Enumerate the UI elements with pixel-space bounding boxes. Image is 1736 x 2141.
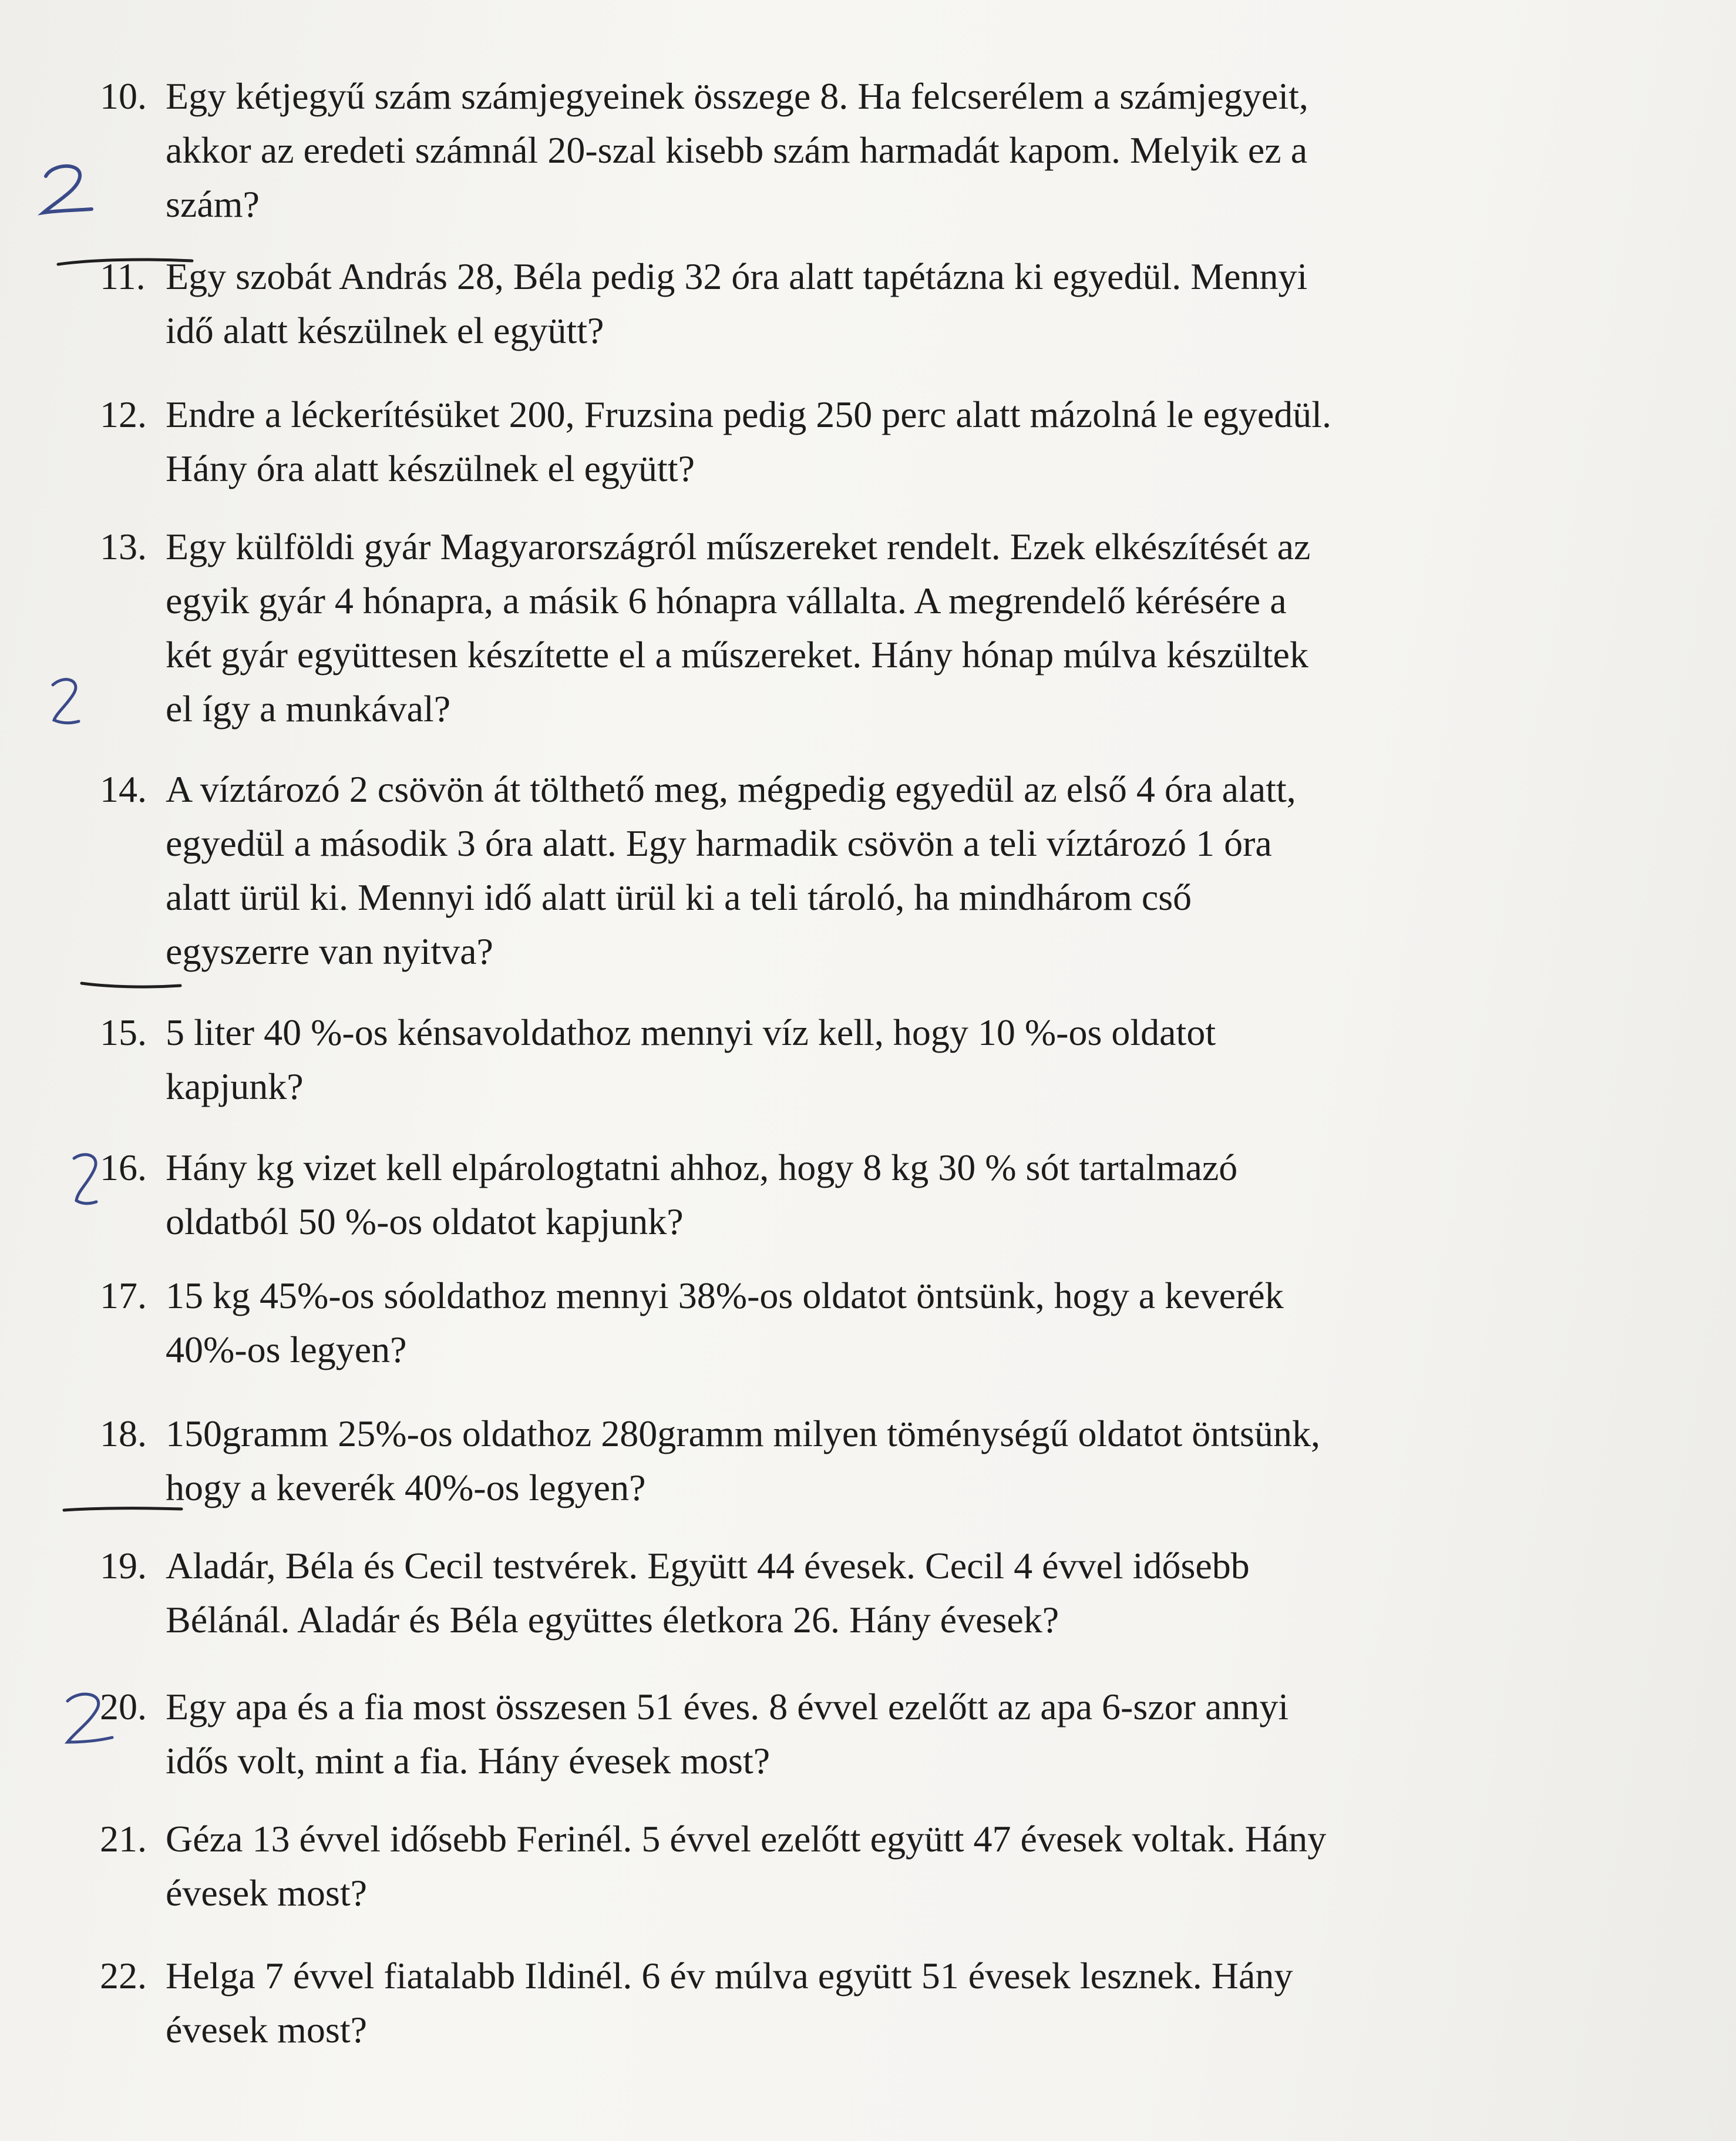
problem-text xyxy=(166,1949,1669,2057)
problem-text xyxy=(166,1539,1669,1647)
problem-number: 21. xyxy=(100,1818,147,1860)
problem-number: 22. xyxy=(100,1955,147,1997)
problem-text xyxy=(166,1407,1669,1515)
problem-line: két gyár együttesen készítette el a műszereket. Hány hónap múlva készültek xyxy=(166,634,1308,675)
problem-line: 40%-os legyen? xyxy=(166,1329,407,1370)
handwritten-divider-line xyxy=(79,976,185,994)
problem-number: 10. xyxy=(100,75,147,117)
problem-number: 20. xyxy=(100,1686,147,1727)
problem-number: 19. xyxy=(100,1545,147,1587)
problem-text xyxy=(166,69,1669,231)
problem-number: 13. xyxy=(100,526,147,567)
problem-line: Helga 7 évvel fiatalabb Ildinél. 6 év múlva együtt 51 évesek lesznek. Hány xyxy=(166,1955,1293,1997)
problem-line: Egy apa és a fia most összesen 51 éves. 8 évvel ezelőtt az apa 6-szor annyi xyxy=(166,1686,1289,1727)
problem-text xyxy=(166,250,1669,358)
handwritten-divider-line xyxy=(62,1501,185,1518)
problem-line: évesek most? xyxy=(166,2009,367,2051)
handwritten-mark-2 xyxy=(65,1145,112,1216)
handwritten-mark-2 xyxy=(35,159,100,223)
problem-line: szám? xyxy=(166,183,260,225)
problem-line: 15 kg 45%-os sóoldathoz mennyi 38%-os oldatot öntsünk, hogy a keverék xyxy=(166,1275,1284,1316)
problem-text xyxy=(166,1812,1669,1920)
problem-line: alatt ürül ki. Mennyi idő alatt ürül ki a teli tároló, ha mindhárom cső xyxy=(166,876,1192,918)
problem-line: egyedül a második 3 óra alatt. Egy harmadik csövön a teli víztározó 1 óra xyxy=(166,822,1272,864)
problem-line: 150gramm 25%-os oldathoz 280gramm milyen töménységű oldatot öntsünk, xyxy=(166,1413,1320,1454)
problem-text xyxy=(166,762,1669,979)
problem-line: Egy kétjegyű szám számjegyeinek összege 8. Ha felcserélem a számjegyeit, xyxy=(166,75,1308,117)
problem-line: akkor az eredeti számnál 20-szal kisebb szám harmadát kapom. Melyik ez a xyxy=(166,129,1308,171)
problem-line: idős volt, mint a fia. Hány évesek most? xyxy=(166,1740,771,1782)
problem-line: idő alatt készülnek el együtt? xyxy=(166,310,604,351)
problem-number: 18. xyxy=(100,1413,147,1454)
problem-line: egyszerre van nyitva? xyxy=(166,930,493,972)
handwritten-divider-line xyxy=(56,254,197,271)
problem-text xyxy=(166,1680,1669,1788)
problem-line: évesek most? xyxy=(166,1872,367,1914)
problem-number: 12. xyxy=(100,394,147,435)
problem-line: Endre a léckerítésüket 200, Fruzsina pedig 250 perc alatt mázolná le egyedül. xyxy=(166,394,1332,435)
problem-line: oldatból 50 %-os oldatot kapjunk? xyxy=(166,1201,684,1242)
problem-line: Egy külföldi gyár Magyarországról műszereket rendelt. Ezek elkészítését az xyxy=(166,526,1311,567)
problem-line: A víztározó 2 csövön át tölthető meg, mégpedig egyedül az első 4 óra alatt, xyxy=(166,768,1296,810)
problem-number: 16. xyxy=(100,1147,147,1188)
problem-line: Bélánál. Aladár és Béla együttes életkora 26. Hány évesek? xyxy=(166,1599,1059,1641)
problem-line: egyik gyár 4 hónapra, a másik 6 hónapra vállalta. A megrendelő kérésére a xyxy=(166,580,1287,621)
problem-line: hogy a keverék 40%-os legyen? xyxy=(166,1467,646,1508)
problem-number: 11. xyxy=(100,256,146,297)
problem-line: Hány kg vizet kell elpárologtatni ahhoz, hogy 8 kg 30 % sót tartalmazó xyxy=(166,1147,1238,1188)
handwritten-mark-2 xyxy=(56,1686,120,1756)
problem-line: 5 liter 40 %-os kénsavoldathoz mennyi víz kell, hogy 10 %-os oldatot xyxy=(166,1011,1216,1053)
problem-text xyxy=(166,1269,1669,1377)
problem-text xyxy=(166,520,1669,736)
problem-line: Egy szobát András 28, Béla pedig 32 óra alatt tapétázna ki egyedül. Mennyi xyxy=(166,256,1308,297)
problem-line: el így a munkával? xyxy=(166,688,451,730)
problem-line: kapjunk? xyxy=(166,1066,304,1107)
problem-text xyxy=(166,1006,1669,1114)
problem-number: 17. xyxy=(100,1275,147,1316)
problem-line: Géza 13 évvel idősebb Ferinél. 5 évvel ezelőtt együtt 47 évesek voltak. Hány xyxy=(166,1818,1327,1860)
problem-text xyxy=(166,388,1669,496)
problem-line: Aladár, Béla és Cecil testvérek. Együtt 44 évesek. Cecil 4 évvel idősebb xyxy=(166,1545,1250,1587)
problem-number: 14. xyxy=(100,768,147,810)
problem-number: 15. xyxy=(100,1011,147,1053)
problem-text xyxy=(166,1141,1669,1249)
problem-line: Hány óra alatt készülnek el együtt? xyxy=(166,448,695,489)
handwritten-mark-2 xyxy=(41,670,94,734)
